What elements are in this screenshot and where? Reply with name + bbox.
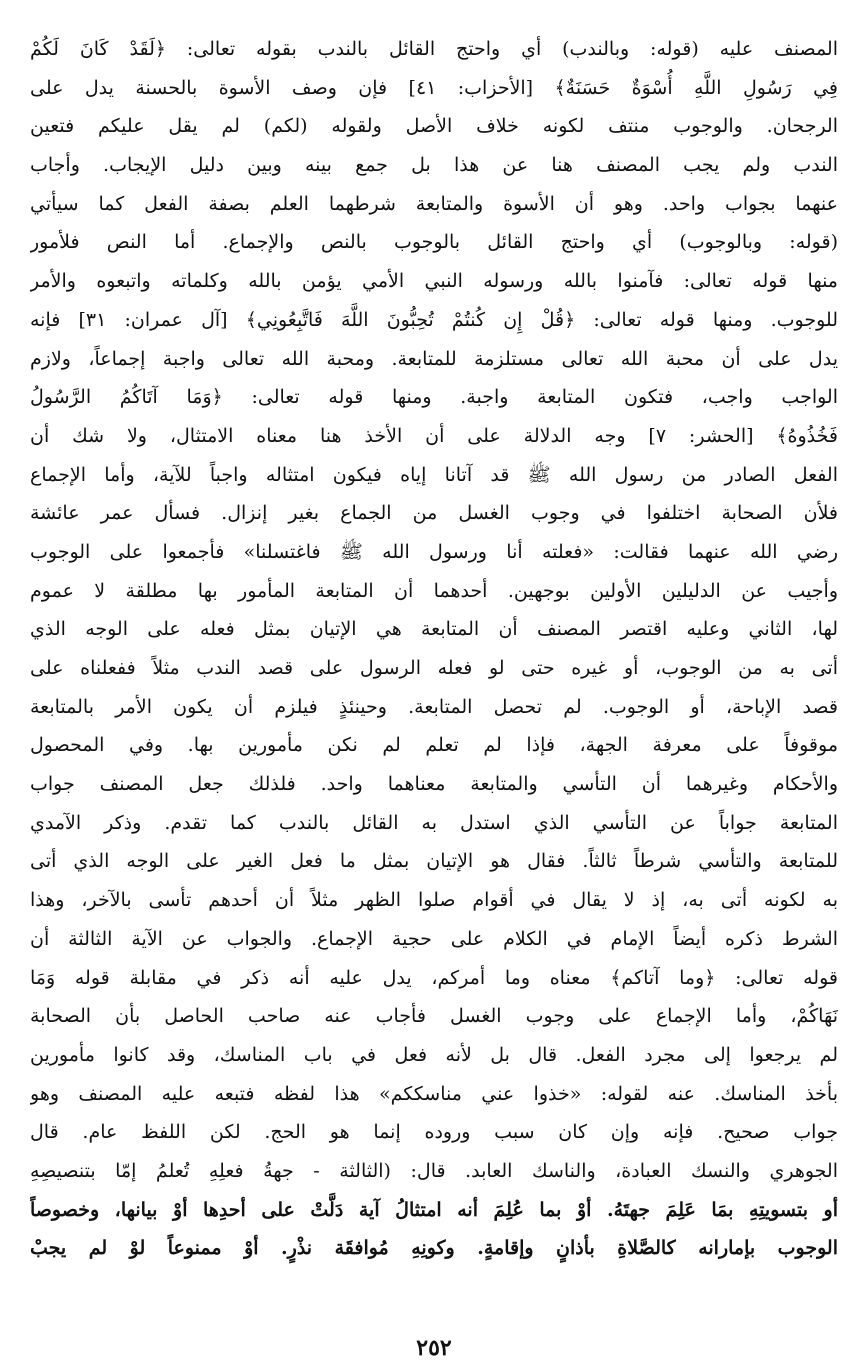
text-line: والأحكام وغيرهما أن التأسي والمتابعة معناهما واحد. فلذلك جعل المصنف جواب (30, 773, 838, 796)
document-page (30, 30, 838, 1361)
body-text (30, 30, 838, 1268)
text-line: المتابعة جواباً عن التأسي الذي استدل به القائل بالندب كما تقدم. وذكر الآمدي (30, 811, 838, 834)
text-line: عنهما بجواب واحد. وهو أن الأسوة والمتابعة شرطهما العلم بصفة الفعل كما سيأتي (30, 192, 838, 215)
text-line: الفعل الصادر من رسول الله ﷺ قد آتانا إياه فيكون امتثاله واجباً للآية، وأما الإجماع (30, 463, 838, 486)
text-line: للمتابعة والتأسي شرطاً ثالثاً. فقال هو الإتيان بمثل ما فعل الغير على الوجه الذي أتى (30, 850, 838, 873)
text-line: رضي الله عنهما فقالت: «فعلته أنا ورسول الله ﷺ فاغتسلنا» فأجمعوا على الوجوب (30, 540, 838, 563)
text-line: لها، الثاني وعليه اقتصر المصنف أن المتابعة هي الإتيان بمثل فعله على الوجه الذي (30, 618, 838, 641)
text-line: أتى به من الوجوب، أو غيره حتى لو فعله الرسول على قصد الندب مثلاً ففعلناه على (30, 657, 838, 679)
text-line: موقوفاً على معرفة الجهة، فإذا لم تعلم لم نكن مأمورين بها. وفي المحصول (30, 734, 838, 757)
text-line-bold: أو بتسويتِهِ بمَا عَلِمَ جهتَهُ. أوْ بما عُلِمَ أنه امتثالُ آية دَلَّتْ على أحدِها أوْ بيانها، وخصوصاً (30, 1198, 838, 1221)
text-line: قصد الإباحة، أو الوجوب. لم تحصل المتابعة. وحينئذٍ فيلزم أن يكون الأمر بالمتابعة (30, 695, 838, 718)
text-line: الشرط ذكره أيضاً الإمام في الكلام على حجية الإجماع. والجواب عن الآية الثالثة أن (30, 927, 838, 950)
text-line-bold: الوجوب بإمارانه كالصَّلاةِ بأذانٍ وإقامةٍ. وكونِهِ مُوافقَة نذْرٍ. أوْ ممنوعاً لوْ لم يجبْ (30, 1237, 838, 1260)
text-line: للوجوب. ومنها قوله تعالى: ﴿قُلْ إِن كُنتُمْ تُحِبُّونَ اللَّهَ فَاتَّبِعُونِي﴾ [آل عمران: ٣١] فإنه (30, 308, 838, 331)
text-line: فِي رَسُولِ اللَّهِ أُسْوَةٌ حَسَنَةٌ﴾ [الأحزاب: ٤١] فإن وصف الأسوة بالحسنة يدل على (30, 76, 838, 99)
text-line: فَخُذُوهُ﴾ [الحشر: ٧] وجه الدلالة على أن الأخذ هنا معناه الامتثال، ولا شك أن (30, 424, 838, 447)
text-line: نَهَاكُمْ، وأما الإجماع على وجوب الغسل فأجاب عنه صاحب الحاصل بأن الصحابة (30, 1005, 838, 1028)
text-line: فلأن الصحابة اختلفوا في وجوب الغسل من الجماع بغير إنزال. فسأل عمر عائشة (30, 502, 838, 525)
text-line: الندب ولم يجب المصنف هنا عن هذا بل جمع بينه وبين دليل الإيجاب. وأجاب (30, 154, 838, 177)
text-line: الواجب واجب، فتكون المتابعة واجبة. ومنها قوله تعالى: ﴿وَمَا آتَاكُمُ الرَّسُولُ (30, 386, 838, 409)
text-line: (قوله: وبالوجوب) أي واحتج القائل بالوجوب بالنص والإجماع. أما النص فلأمور (30, 231, 838, 254)
page-number: ٢٥٢ (416, 1335, 452, 1361)
text-line: الرجحان. والوجوب منتف لكونه خلاف الأصل ولقوله (لكم) لم يقل عليكم فتعين (30, 115, 838, 138)
text-line: به لكونه أتى به، إذ لا يقال في أقوام صلوا الظهر مثلاً أن أحدهم تأسى بالآخر، وهذا (30, 889, 838, 912)
text-line: لم يرجعوا إلى مجرد الفعل. قال بل لأنه فعل في باب المناسك، وقد كانوا مأمورين (30, 1043, 838, 1066)
text-line: يدل على أن محبة الله تعالى مستلزمة للمتابعة. ومحبة الله تعالى واجبة إجماعاً، ولازم (30, 347, 838, 370)
text-line: المصنف عليه (قوله: وبالندب) أي واحتج القائل بالندب بقوله تعالى: ﴿لَقَدْ كَانَ لَكُمْ (30, 38, 838, 60)
text-line: جواب صحيح. فإنه وإن كان سبب وروده إنما هو الحج. لكن اللفظ عام. قال (30, 1121, 838, 1144)
text-line: الجوهري والنسك العبادة، والناسك العابد. قال: (الثالثة - جهةُ فعلِهِ تُعلمُ إمّا بتنصيصِهِ (30, 1159, 838, 1182)
text-line: منها قوله تعالى: فآمنوا بالله ورسوله النبي الأمي يؤمن بالله وكلماته واتبعوه والأمر (30, 270, 838, 293)
text-line: وأجيب عن الدليلين الأولين بوجهين. أحدهما أن المتابعة المأمور بها مطلقة لا عموم (30, 579, 838, 602)
text-line: قوله تعالى: ﴿وما آتاكم﴾ معناه وما أمركم، يدل عليه أنه ذكر في مقابلة قوله وَمَا (30, 966, 838, 989)
text-line: بأخذ المناسك. عنه لقوله: «خذوا عني مناسككم» هذا لفظه فتبعه عليه المصنف وهو (30, 1082, 838, 1105)
